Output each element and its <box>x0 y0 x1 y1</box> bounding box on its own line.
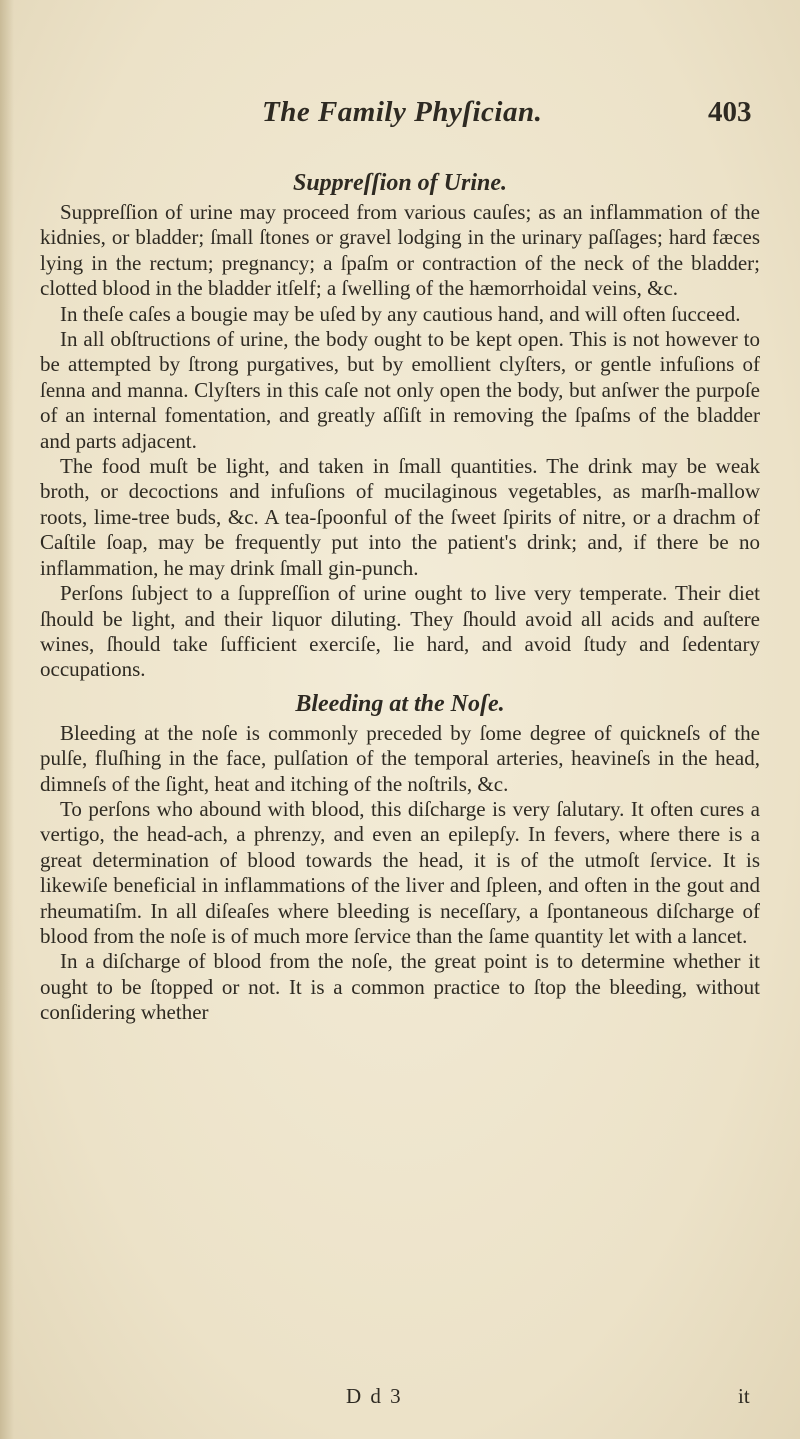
paragraph: In a diſcharge of blood from the noſe, the great point is to determine whether it ought to be ſtopped or not. It is a common practice to ſtop the bleeding, without conſidering whether <box>40 949 760 1025</box>
paragraph: Bleeding at the noſe is commonly preceded by ſome degree of quickneſs of the pulſe, fluſhing in the face, pulſation of the temporal arteries, heavineſs in the head, dimneſs of the ſight, heat and itching of the noſtrils, &c. <box>40 720 760 796</box>
running-title: The Family Phyſician. <box>262 96 543 128</box>
paragraph: In theſe caſes a bougie may be uſed by any cautious hand, and will often ſucceed. <box>60 301 741 326</box>
running-head <box>0 96 800 136</box>
page-gutter-shadow <box>0 0 14 1439</box>
section-heading: Bleeding at the Noſe. <box>295 690 505 717</box>
catchword: it <box>738 1384 750 1408</box>
section-heading: Suppreſſion of Urine. <box>292 170 508 196</box>
paragraph: Suppreſſion of urine may proceed from various cauſes; as an inflammation of the kidnies, or bladder; ſmall ſtones or gravel lodging in the urinary paſſages; hard fæces lying in the rectum; pregnancy; a ſpaſm or contraction of the neck of the bladder; clotted blood in the bladder itſelf; a ſwelling of the hæmorrhoidal veins, &c. <box>40 200 760 301</box>
paragraph: To perſons who abound with blood, this diſcharge is very ſalutary. It often cures a vertigo, the head-ach, a phrenzy, and even an epilepſy. In fevers, where there is a great determination of blood towards the head, it is of the utmoſt ſervice. It is likewiſe beneficial in inflammations of the liver and ſpleen, and often in the gout and rheumatiſm. In all diſeaſes where bleeding is neceſſary, a ſpontaneous diſcharge of blood from the noſe is of much more ſervice than the ſame quantity let with a lancet. <box>40 796 760 948</box>
body-text <box>40 168 760 1026</box>
page-number: 403 <box>708 96 752 128</box>
section-suppression-of-urine <box>40 168 760 683</box>
section-bleeding-at-the-nose <box>40 689 760 1026</box>
paragraph: The food muſt be light, and taken in ſmall quantities. The drink may be weak broth, or decoctions and infuſions of mucilaginous vegetables, as marſh-mallow roots, lime-tree buds, &c. A tea-ſpoonful of the ſweet ſpirits of nitre, or a drachm of Caſtile ſoap, may be frequently put into the patient's drink; and, if there be no inflammation, he may drink ſmall gin-punch. <box>40 454 760 580</box>
page-footer <box>0 1384 800 1414</box>
paragraph: In all obſtructions of urine, the body ought to be kept open. This is not however to be attempted by ſtrong purgatives, but by emollient clyſters, or gentle infuſions of ſenna and manna. Clyſters in this caſe not only open the body, but anſwer the purpoſe of an internal fomentation, and greatly aſſiſt in removing the ſpaſms of the bladder and parts adjacent. <box>40 327 760 453</box>
signature-mark: D d 3 <box>346 1384 403 1408</box>
paragraph: Perſons ſubject to a ſuppreſſion of urine ought to live very temperate. Their diet ſhould be light, and their liquor diluting. They ſhould avoid all acids and auſtere wines, ſhould take ſufficient exerciſe, lie hard, and avoid ſtudy and ſedentary occupations. <box>40 581 760 682</box>
